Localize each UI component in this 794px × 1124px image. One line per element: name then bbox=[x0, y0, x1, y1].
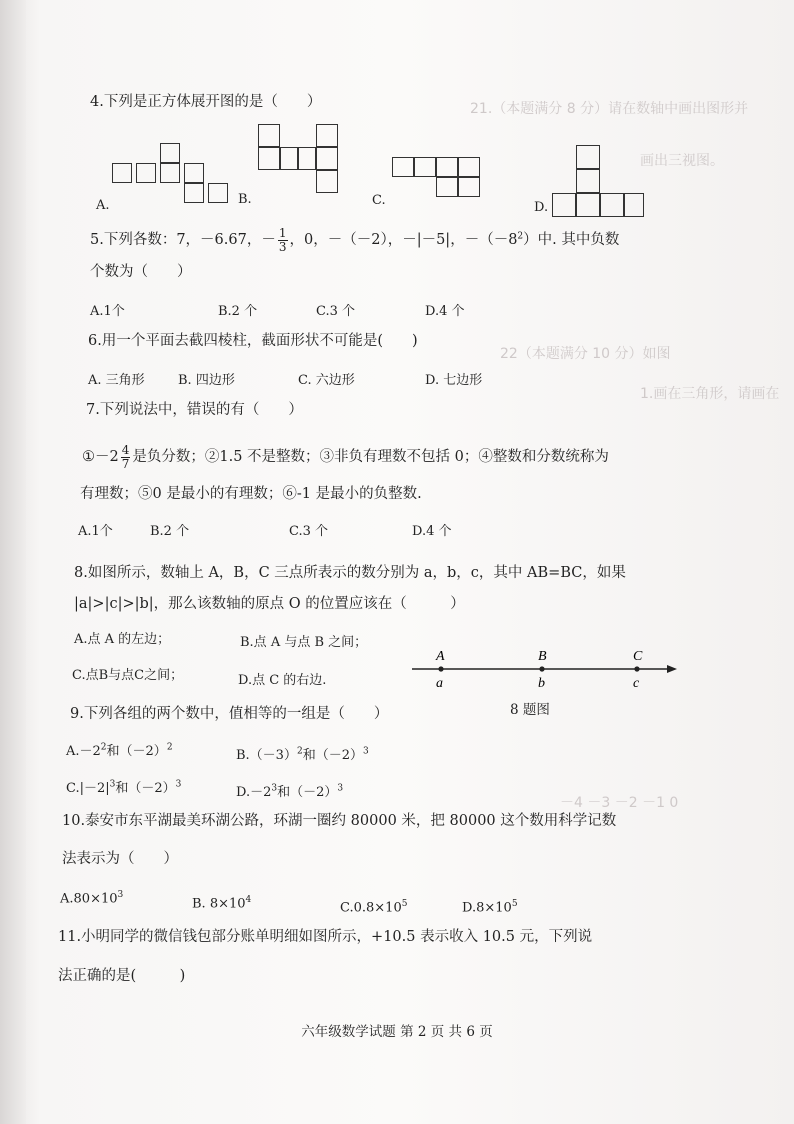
q5-text-a: 5.下列各数：7，－6.67，－ bbox=[90, 232, 276, 249]
q10-option-c[interactable] bbox=[340, 899, 407, 915]
q9-a-sup2: 2 bbox=[166, 742, 173, 753]
q9-b-mid: 和（－2） bbox=[302, 748, 363, 763]
q4-option-d[interactable]: D. bbox=[534, 200, 549, 215]
q5-option-b[interactable]: B.2 个 bbox=[218, 304, 258, 319]
q6-option-c[interactable]: C. 六边形 bbox=[298, 373, 355, 388]
page-footer: 六年级数学试题 第 2 页 共 6 页 bbox=[301, 1024, 493, 1040]
q7-text-a: ①－2 bbox=[82, 449, 119, 466]
q5-sup: 2 bbox=[517, 231, 524, 242]
q4-option-b[interactable]: B. bbox=[238, 192, 252, 207]
q10-option-a[interactable] bbox=[60, 890, 123, 906]
q9-stem: 9.下列各组的两个数中，值相等的一组是（ ） bbox=[70, 706, 389, 722]
q10-d-exp: 5 bbox=[511, 899, 518, 909]
q7-stem: 7.下列说法中，错误的有（ ） bbox=[86, 402, 303, 418]
q8-option-a[interactable]: A.点 A 的左边； bbox=[74, 632, 171, 647]
label-B: B bbox=[538, 649, 547, 664]
q5-frac-den: 3 bbox=[278, 239, 287, 254]
q9-a-label: A.－2 bbox=[66, 744, 101, 759]
q6-option-a[interactable]: A. 三角形 bbox=[88, 373, 145, 388]
q9-b-sup2: 3 bbox=[362, 746, 369, 757]
q9-c-mid: 和（－2） bbox=[115, 781, 176, 796]
q11-line2: 法正确的是( ) bbox=[58, 968, 186, 984]
q4-option-a[interactable]: A. bbox=[96, 198, 110, 213]
q10-b-base: B. 8×10 bbox=[192, 896, 246, 912]
q9-d-label: D.－2 bbox=[236, 785, 272, 800]
point-c bbox=[634, 666, 639, 671]
q9-d-sup1: 3 bbox=[271, 783, 278, 794]
q10-c-exp: 5 bbox=[401, 899, 408, 909]
q9-c-label: C.|－2| bbox=[66, 781, 110, 796]
q5-text-b: ，0，－（－2），－|－5|，－（－8 bbox=[289, 232, 518, 249]
q8-number-line bbox=[412, 640, 677, 700]
q9-a-sup1: 2 bbox=[100, 742, 107, 753]
q9-option-a[interactable] bbox=[66, 740, 173, 759]
q9-option-c[interactable] bbox=[66, 777, 181, 796]
q7-option-a[interactable]: A.1个 bbox=[78, 524, 113, 539]
q6-option-d[interactable]: D. 七边形 bbox=[425, 373, 483, 388]
q9-d-mid: 和（－2） bbox=[277, 785, 338, 800]
label-C: C bbox=[633, 649, 643, 664]
bleed-text-5: －4 －3 －2 －1 0 bbox=[560, 795, 679, 811]
q10-d-base: D.8×10 bbox=[462, 900, 512, 916]
q5-line2: 个数为（ ） bbox=[90, 264, 192, 280]
q6-stem: 6.用一个平面去截四棱柱，截面形状不可能是( ) bbox=[88, 333, 418, 349]
q10-line2: 法表示为（ ） bbox=[62, 851, 178, 867]
bleed-text-1: 21.（本题满分 8 分）请在数轴中画出图形并 bbox=[470, 101, 749, 117]
label-b: b bbox=[538, 676, 545, 691]
q10-b-exp: 4 bbox=[245, 895, 252, 905]
bleed-text-3: 22（本题满分 10 分）如图 bbox=[500, 346, 671, 362]
q10-option-b[interactable] bbox=[192, 895, 251, 911]
bleed-text-4: 1.画在三角形，请画在 bbox=[640, 386, 780, 402]
q8-line2: |a|>|c|>|b|，那么该数轴的原点 O 的位置应该在（ ） bbox=[74, 596, 465, 612]
q8-figure-caption: 8 题图 bbox=[510, 702, 550, 718]
label-A: A bbox=[436, 649, 445, 664]
q5-frac-num: 1 bbox=[278, 226, 287, 240]
q7-frac-num: 4 bbox=[121, 443, 130, 457]
q5-option-d[interactable]: D.4 个 bbox=[425, 304, 465, 319]
q9-b-sup1: 2 bbox=[296, 746, 303, 757]
q11-line1: 11.小明同学的微信钱包部分账单明细如图所示，+10.5 表示收入 10.5 元，下列说 bbox=[58, 929, 593, 945]
q10-c-base: C.0.8×10 bbox=[340, 900, 402, 916]
axis-arrow bbox=[667, 665, 677, 673]
point-b bbox=[539, 666, 544, 671]
q4-stem: 4.下列是正方体展开图的是（ ） bbox=[90, 94, 322, 110]
q5-line1 bbox=[90, 227, 619, 253]
q4-option-c[interactable]: C. bbox=[372, 193, 386, 208]
q9-c-sup2: 3 bbox=[175, 779, 182, 790]
q7-line1 bbox=[82, 444, 609, 470]
q6-option-b[interactable]: B. 四边形 bbox=[178, 373, 235, 388]
q7-line2: 有理数；⑤0 是最小的有理数；⑥-1 是最小的负整数. bbox=[80, 486, 422, 502]
q9-option-d[interactable] bbox=[236, 781, 343, 800]
q7-option-d[interactable]: D.4 个 bbox=[412, 524, 452, 539]
q9-c-sup1: 3 bbox=[109, 779, 116, 790]
q7-text-b: 是负分数；②1.5 不是整数；③非负有理数不包括 0；④整数和分数统称为 bbox=[132, 449, 609, 466]
q8-option-b[interactable]: B.点 A 与点 B 之间； bbox=[240, 635, 368, 650]
q9-option-b[interactable] bbox=[236, 744, 369, 763]
q5-option-a[interactable]: A.1个 bbox=[90, 304, 125, 319]
q8-option-d[interactable]: D.点 C 的右边. bbox=[238, 673, 327, 688]
q8-line1: 8.如图所示，数轴上 A，B，C 三点所表示的数分别为 a，b，c，其中 AB=BC，如果 bbox=[74, 565, 626, 581]
q7-frac-den: 7 bbox=[121, 456, 130, 471]
q9-d-sup2: 3 bbox=[337, 783, 344, 794]
q5-fraction bbox=[278, 227, 288, 253]
q7-option-c[interactable]: C.3 个 bbox=[289, 524, 329, 539]
label-a: a bbox=[436, 676, 443, 691]
label-c: c bbox=[633, 676, 640, 691]
q10-a-exp: 3 bbox=[117, 890, 124, 900]
q10-line1: 10.泰安市东平湖最美环湖公路，环湖一圈约 80000 米，把 80000 这个数用科学记数 bbox=[62, 813, 617, 829]
q5-text-c: ）中. 其中负数 bbox=[523, 232, 620, 249]
q9-a-mid: 和（－2） bbox=[106, 744, 167, 759]
q7-fraction bbox=[121, 444, 131, 470]
q10-a-base: A.80×10 bbox=[60, 891, 118, 907]
q10-option-d[interactable] bbox=[462, 899, 518, 915]
point-a bbox=[438, 666, 443, 671]
scan-shadow bbox=[0, 0, 26, 1124]
q9-b-label: B.（－3） bbox=[236, 748, 297, 763]
q5-option-c[interactable]: C.3 个 bbox=[316, 304, 356, 319]
q7-option-b[interactable]: B.2 个 bbox=[150, 524, 190, 539]
bleed-text-2: 画出三视图。 bbox=[640, 153, 724, 169]
q8-option-c[interactable]: C.点B与点C之间； bbox=[72, 668, 184, 683]
